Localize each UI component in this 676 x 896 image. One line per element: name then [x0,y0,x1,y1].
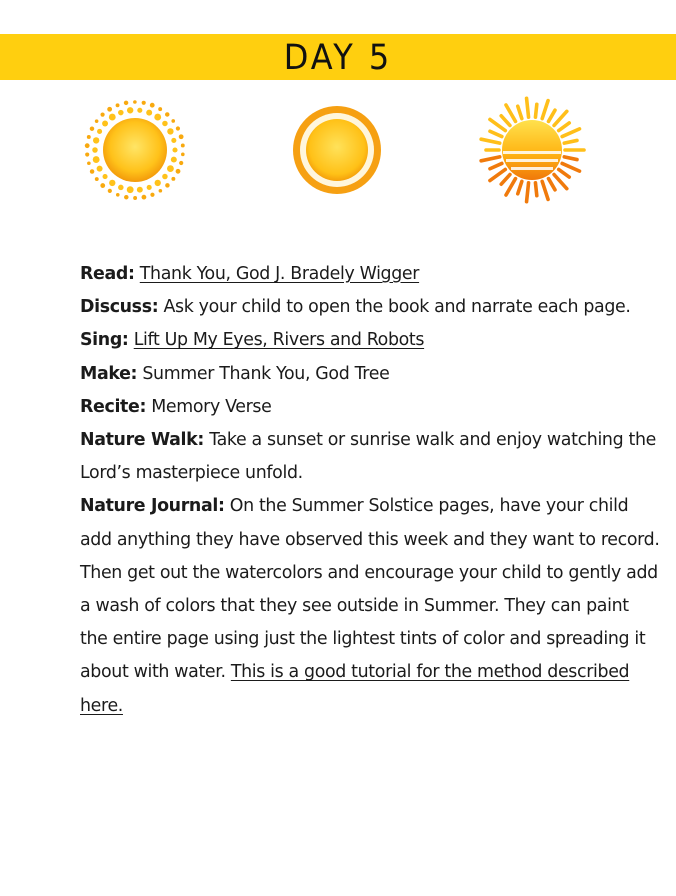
ringed-sun-icon [282,95,392,205]
sun-dot [85,143,90,148]
nature-journal-line-7 [80,690,640,723]
sun-ray [535,183,536,196]
sunset-stripe [503,151,561,154]
nature-journal-text: On the Summer Solstice pages, have your child [229,496,629,517]
sun-ray [559,169,570,177]
nature-walk-text: Take a sunset or sunrise walk and enjoy watching the [209,430,656,451]
sun-dot [176,169,181,174]
sun-ray [490,131,502,136]
sun-dot [118,185,124,191]
sun-dot [155,180,161,186]
sun-dot [142,195,147,200]
sun-dot [176,126,180,130]
sun-dot [100,113,104,117]
nature-walk-text-cont: Lord’s masterpiece unfold. [80,463,303,484]
sun-core [502,120,562,180]
sun-dot [165,112,170,117]
page-title: DAY 5 [283,36,393,78]
nature-journal-text: about with water. [80,662,226,683]
sun-dot [97,129,102,134]
sun-ray [518,181,522,193]
sun-ray [564,140,577,143]
sun-dot [107,107,112,112]
sun-ray [549,179,556,190]
sing-line [80,324,640,357]
sun-dot [172,147,177,152]
sun-ray [542,101,548,119]
make-line [80,358,640,391]
day-header-banner [0,34,676,80]
recite-label: Recite: [80,396,147,417]
sun-ray [501,175,510,185]
read-book-link[interactable]: Thank You, God J. Bradely Wigger [139,264,420,284]
nature-journal-line-3 [80,557,658,590]
sun-dot [116,193,120,197]
nature-journal-line-5 [80,623,646,656]
sun-dot [102,121,108,127]
discuss-label: Discuss: [80,297,159,318]
sun-dot [142,101,146,105]
sun-dot [93,137,99,143]
sun-dot [159,189,163,193]
sun-ray [554,111,567,125]
sun-ray [518,106,522,118]
sun-core [306,119,368,181]
sun-dot [171,177,175,181]
sun-core [103,118,167,182]
sun-dot [95,177,99,181]
sunset-sun-icon [477,95,587,205]
sun-dot [85,152,89,156]
sun-dot [127,107,133,113]
sun-dot [167,165,174,172]
sun-dot [162,121,168,127]
sun-dot [150,103,155,108]
sun-dot [179,134,184,139]
sun-dot [90,126,95,131]
sun-dot [181,153,185,157]
sun-dot [179,161,183,165]
sun-dot [171,119,175,123]
recite-line [80,391,640,424]
sunset-sun-graphic [477,95,587,205]
sun-dot [100,183,105,188]
sun-ray [559,123,570,131]
sun-dot [165,183,170,188]
discuss-line [80,291,640,324]
read-line [80,258,640,291]
sun-ray [481,139,500,143]
sun-dot [154,114,161,121]
sun-dot [167,128,173,134]
sun-dot [116,103,120,107]
sun-dot [97,166,103,172]
nature-journal-text: a wash of colors that they see outside in Summer. They can paint [80,596,629,617]
make-text: Summer Thank You, God Tree [142,363,390,384]
sing-label: Sing: [80,330,129,351]
sun-dot [133,196,137,200]
sun-ray [490,163,502,168]
sun-ray [562,163,579,171]
sun-dot [137,187,143,193]
discuss-text: Ask your child to open the book and narrate each page. [163,297,631,318]
sun-dot [147,185,152,190]
sun-ray [542,181,548,199]
read-label: Read: [80,264,135,284]
tutorial-link[interactable]: This is a good tutorial for the method described [230,662,630,683]
sun-dot [118,110,124,116]
nature-walk-label: Nature Walk: [80,430,204,451]
nature-journal-label: Nature Journal: [80,496,225,517]
activity-list [80,258,660,723]
nature-journal-line-4 [80,590,640,623]
nature-walk-line [80,424,656,457]
make-label: Make: [80,363,138,384]
sun-dot [158,107,162,111]
sun-dot [93,156,100,163]
sun-dot [137,108,142,113]
sun-ray [535,104,536,117]
sun-dot [181,144,185,148]
sunset-stripe [506,159,558,162]
sun-ray [527,183,529,202]
dotted-sun-icon [80,95,190,205]
sun-dot [133,100,137,104]
sun-dot [90,169,95,174]
sun-dot [171,157,177,163]
sun-dot [109,180,115,186]
sun-ray [549,110,556,121]
sun-dot [92,147,98,153]
sun-dot [95,119,99,123]
sun-ray [554,175,567,189]
sun-dot [109,114,116,121]
sun-dot [103,174,108,179]
nature-journal-text: the entire page using just the lightest tints of color and spreading it [80,629,646,650]
nature-journal-line-6 [80,656,640,689]
nature-journal-text: add anything they have observed this week and they want to record. [80,529,660,550]
sun-dot [127,186,134,193]
nature-journal-line [80,490,640,523]
sun-dot [162,174,168,180]
sing-song-link[interactable]: Lift Up My Eyes, Rivers and Robots [133,330,425,351]
sun-dot [146,110,152,116]
recite-text: Memory Verse [151,396,272,417]
nature-journal-text: Then get out the watercolors and encourage your child to gently add [80,562,658,583]
sunset-stripe [511,167,553,170]
sun-dot [171,138,176,143]
sun-ray [506,179,516,195]
sun-dot [150,193,154,197]
nature-walk-line-2 [80,457,640,490]
sun-dot [108,189,112,193]
sun-ray [562,129,579,137]
sun-ray [564,157,577,160]
sun-ray [490,119,505,130]
sun-dot [87,135,91,139]
sun-ray [501,116,510,126]
sun-ray [481,157,500,161]
sun-dot [124,101,129,106]
tutorial-link-cont[interactable]: here. [80,695,123,716]
sun-ray [490,169,505,180]
sun-dot [124,195,129,200]
nature-journal-line-2 [80,524,660,557]
dotted-sun-graphic [80,95,190,205]
sun-dot [87,161,91,165]
sun-ray [506,105,516,121]
ringed-sun-graphic [282,95,392,205]
sun-ray [527,98,529,117]
